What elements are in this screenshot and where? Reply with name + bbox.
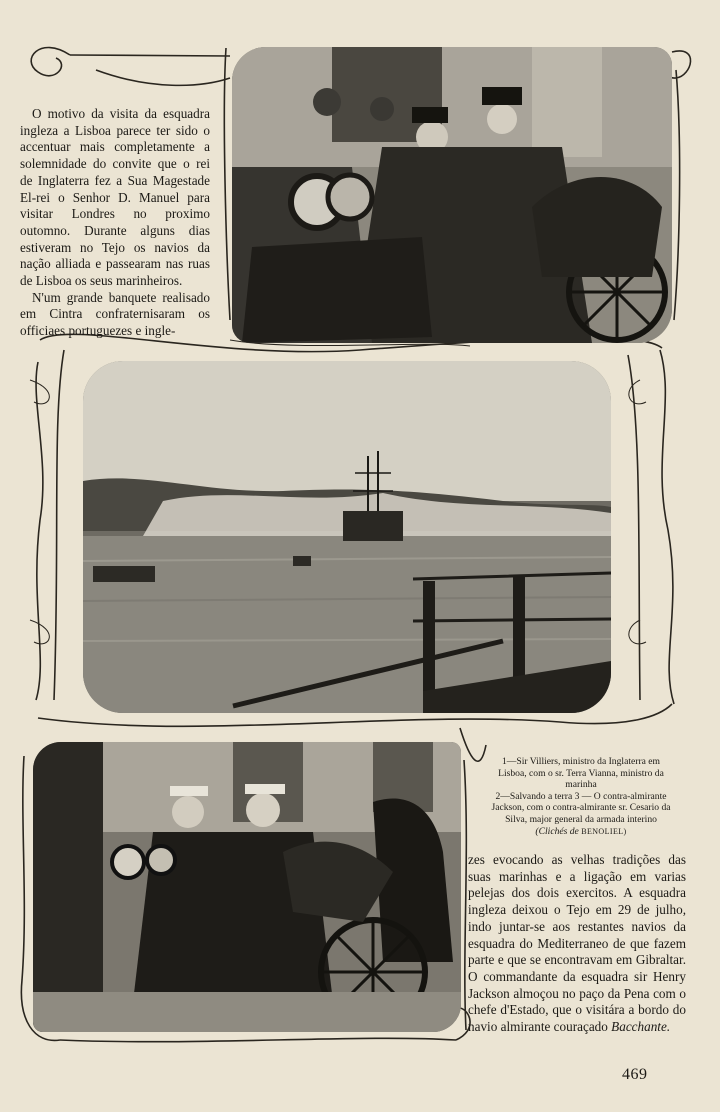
photo-warship-salute [83,361,611,713]
caption-line: 1—Sir Villiers, ministro da Inglaterra em Lisboa, com o sr. Terra Vianna, ministro da marinha [498,756,664,791]
article-text: zes evocando as velhas tradições das suas marinhas e a ligação em varias pelejas dos dois exercitos. A esquadra ingleza deixou o Tejo em 29 de julho, indo juntar-se aos restantes navios da esquadra do Mediterraneo de que fazem parte e que se encontravam em Gibraltar. O commandante da esquadra sir Henry Jackson almoçou no paço da Pena com o chefe d'Estado, que o visitára a bordo do navio almirante couraçado [468,852,686,1035]
ship-name: Bacchante. [611,1019,671,1035]
article-paragraph: O motivo da visita da esquadra ingleza a Lisboa parece ter sido o accentuar mais completamente a solemnidade do convite que o rei de Inglaterra fez a Sua Magestade El-rei o Senhor D. Manuel para visitar Londres no proximo outomno. Durante alguns dias estiveram no Tejo os navios da nação alliada e passearam nas ruas de Lisboa os seus marinheiros. [20,106,210,289]
article-paragraph: N'um grande banquete realisado em Cintra confraternisaram os officiaes portuguezes e ingle- [20,289,210,339]
article-column-right [468,852,686,1036]
photo-caption [490,756,672,837]
caption-line: 2—Salvando a terra 3 — O contra-almirante Jackson, com o contra-almirante sr. Cesario da Silva, major general da armada interino [491,790,671,825]
credit-prefix: (Clichés de [535,825,579,837]
photo-admirals-carriage [33,742,461,1032]
article-paragraph [468,852,686,1036]
page-number: 469 [622,1066,648,1083]
photo-credit [490,826,672,838]
photo-carriage-officials [232,47,672,343]
credit-name: BENOLIEL) [581,826,627,836]
article-column-left [20,106,210,340]
